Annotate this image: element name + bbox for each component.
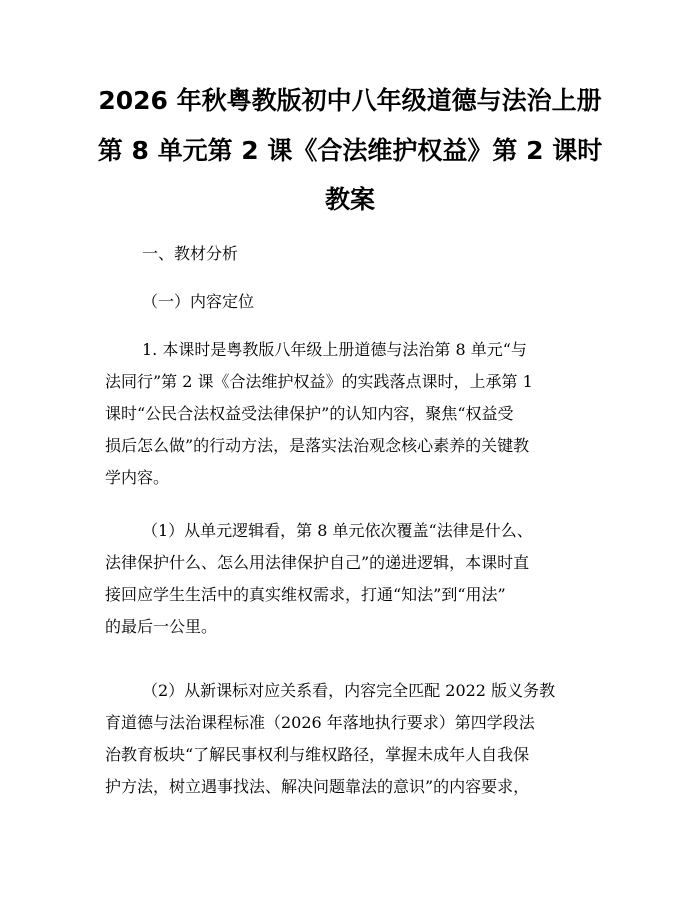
paragraph-line: 育道德与法治课程标准（2026 年落地执行要求）第四学段法 — [105, 713, 535, 732]
paragraph-line: 损后怎么做”的行动方法，是落实法治观念核心素养的关键教 — [105, 436, 530, 455]
paragraph-1 — [105, 340, 595, 500]
paragraph-line: （2）从新课标对应关系看，内容完全匹配 2022 版义务教 — [142, 681, 556, 700]
paragraph-line: 法同行”第 2 课《合法维护权益》的实践落点课时，上承第 1 — [105, 372, 533, 391]
document-title-line-2: 第 8 单元第 2 课《合法维护权益》第 2 课时 — [97, 136, 603, 165]
section-heading: 一、教材分析 — [142, 244, 239, 263]
paragraph-2 — [105, 521, 595, 649]
document-title-line-3: 教案 — [324, 185, 375, 214]
document-title-line-1: 2026 年秋粤教版初中八年级道德与法治上册 — [98, 86, 602, 115]
paragraph-line: 学内容。 — [105, 468, 170, 487]
paragraph-line: 治教育板块“了解民事权利与维权路径，掌握未成年人自我保 — [105, 745, 530, 764]
paragraph-line: 护方法，树立遇事找法、解决问题靠法的意识”的内容要求， — [105, 777, 530, 796]
paragraph-line: 的最后一公里。 — [105, 617, 218, 636]
paragraph-line: 法律保护什么、怎么用法律保护自己”的递进逻辑，本课时直 — [105, 553, 530, 572]
subsection-heading: （一）内容定位 — [142, 292, 255, 311]
paragraph-line: 课时“公民合法权益受法律保护”的认知内容，聚焦“权益受 — [105, 404, 514, 423]
paragraph-3 — [105, 681, 595, 809]
paragraph-line: 接回应学生生活中的真实维权需求，打通“知法”到“用法” — [105, 585, 506, 604]
paragraph-line: 1. 本课时是粤教版八年级上册道德与法治第 8 单元“与 — [142, 340, 527, 359]
paragraph-line: （1）从单元逻辑看，第 8 单元依次覆盖“法律是什么、 — [142, 521, 533, 540]
